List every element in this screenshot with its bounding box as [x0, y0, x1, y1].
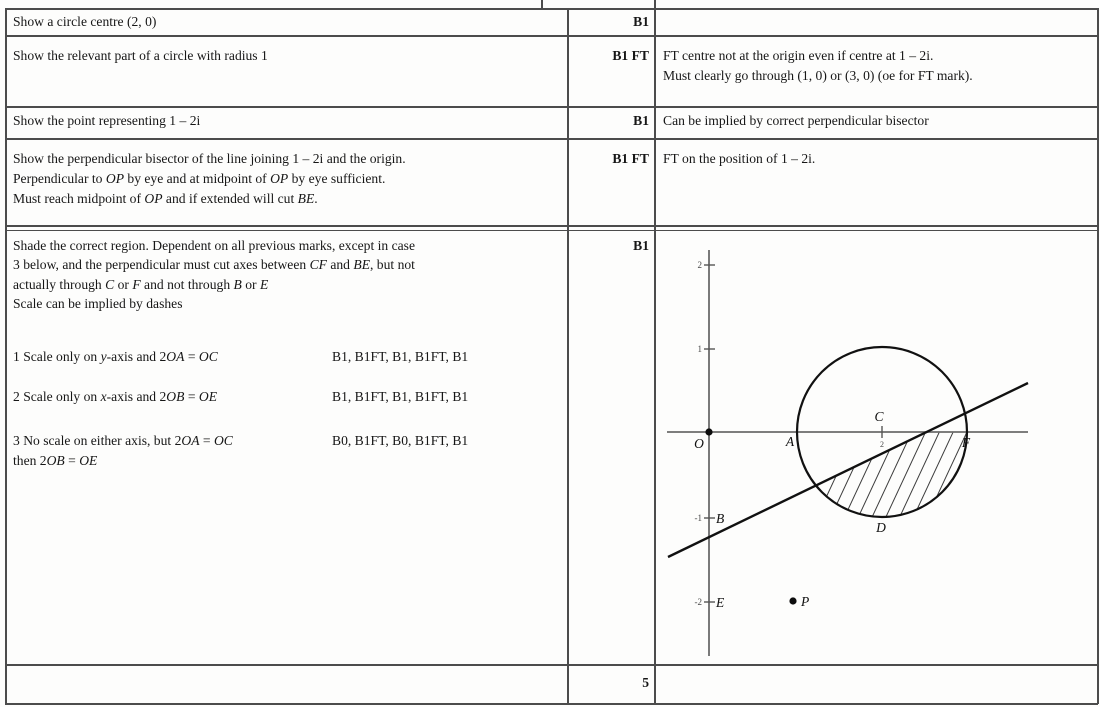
label-A: A [785, 434, 795, 449]
row-divider [5, 106, 1098, 108]
para-line: 3 below, and the perpendicular must cut axes between CF and BE, but not [13, 257, 415, 273]
row-divider [5, 664, 1098, 666]
table-border-top [5, 8, 1098, 10]
origin-dot [705, 428, 712, 435]
section-divider-upper [5, 225, 1098, 227]
criteria-line: Must reach midpoint of OP and if extended will cut BE. [13, 191, 318, 206]
case-2-description: 2 Scale only on x-axis and 2OB = OE [13, 389, 218, 405]
comment-row3 [656, 111, 1096, 131]
case-1 [13, 347, 561, 366]
criteria-row3 [6, 111, 561, 131]
row-divider [5, 35, 1098, 37]
criteria-text: Show the point representing 1 – 2i [13, 113, 201, 128]
case-1-marks: B1, B1FT, B1, B1FT, B1 [332, 348, 469, 364]
criteria-row4 [6, 149, 561, 209]
criteria-line: Perpendicular to OP by eye and at midpoint of OP by eye sufficient. [13, 171, 386, 186]
label-D: D [876, 520, 886, 535]
y-tick-label-1: 1 [697, 344, 702, 354]
comment-line: Must clearly go through (1, 0) or (3, 0) (oe for FT mark). [663, 67, 973, 83]
mark-row3: B1 [633, 113, 649, 128]
criteria-row5 [6, 236, 561, 470]
mark-row5: B1 [633, 238, 649, 253]
mark-row4: B1 FT [612, 151, 649, 166]
cropped-row-divider-stub [541, 0, 543, 8]
case-3 [13, 431, 561, 470]
case-3-marks: B0, B1FT, B0, B1FT, B1 [332, 433, 469, 449]
y-tick-label-neg1: -1 [694, 513, 702, 523]
criteria-line: Show the perpendicular bisector of the line joining 1 – 2i and the origin. [13, 151, 406, 166]
case-3-description [13, 431, 332, 470]
table-border-bottom [5, 703, 1098, 705]
criteria-text: Show a circle centre (2, 0) [13, 14, 157, 29]
comment-line: FT on the position of 1 – 2i. [663, 151, 816, 166]
para-line: Shade the correct region. Dependent on all previous marks, except in case [13, 238, 415, 253]
case-1-description: 1 Scale only on y-axis and 2OA = OC [13, 348, 218, 364]
label-P: P [801, 594, 810, 609]
argand-diagram [655, 229, 1098, 664]
total-marks: 5 [642, 675, 649, 690]
shading-paragraph [13, 236, 561, 314]
para-line: Scale can be implied by dashes [13, 296, 183, 312]
comment-row2 [656, 46, 1096, 85]
case-2 [13, 387, 561, 406]
y-tick-label-neg2: -2 [694, 597, 702, 607]
perpendicular-bisector-line [668, 383, 1028, 557]
case-3-line2: then 2OB = OE [13, 452, 98, 468]
x-tick-label-2: 2 [880, 440, 884, 449]
label-B: B [716, 511, 725, 526]
row-divider [5, 138, 1098, 140]
label-O: O [694, 436, 704, 451]
criteria-row1 [6, 12, 561, 32]
y-tick-label-2: 2 [697, 260, 702, 270]
criteria-row2 [6, 46, 561, 66]
label-F: F [961, 435, 971, 450]
comment-line: FT centre not at the origin even if centre at 1 – 2i. [663, 48, 934, 63]
label-E: E [716, 595, 725, 610]
comment-line: Can be implied by correct perpendicular bisector [663, 113, 929, 128]
point-p-dot [789, 597, 796, 604]
comment-row4 [656, 149, 1096, 169]
mark-row2: B1 FT [612, 48, 649, 63]
criteria-text: Show the relevant part of a circle with radius 1 [13, 48, 268, 63]
case-2-marks: B1, B1FT, B1, B1FT, B1 [332, 389, 469, 405]
case-3-line1: 3 No scale on either axis, but 2OA = OC [13, 433, 233, 449]
mark-row1: B1 [633, 14, 649, 29]
label-C: C [874, 409, 884, 424]
para-line: actually through C or F and not through B or E [13, 276, 269, 292]
